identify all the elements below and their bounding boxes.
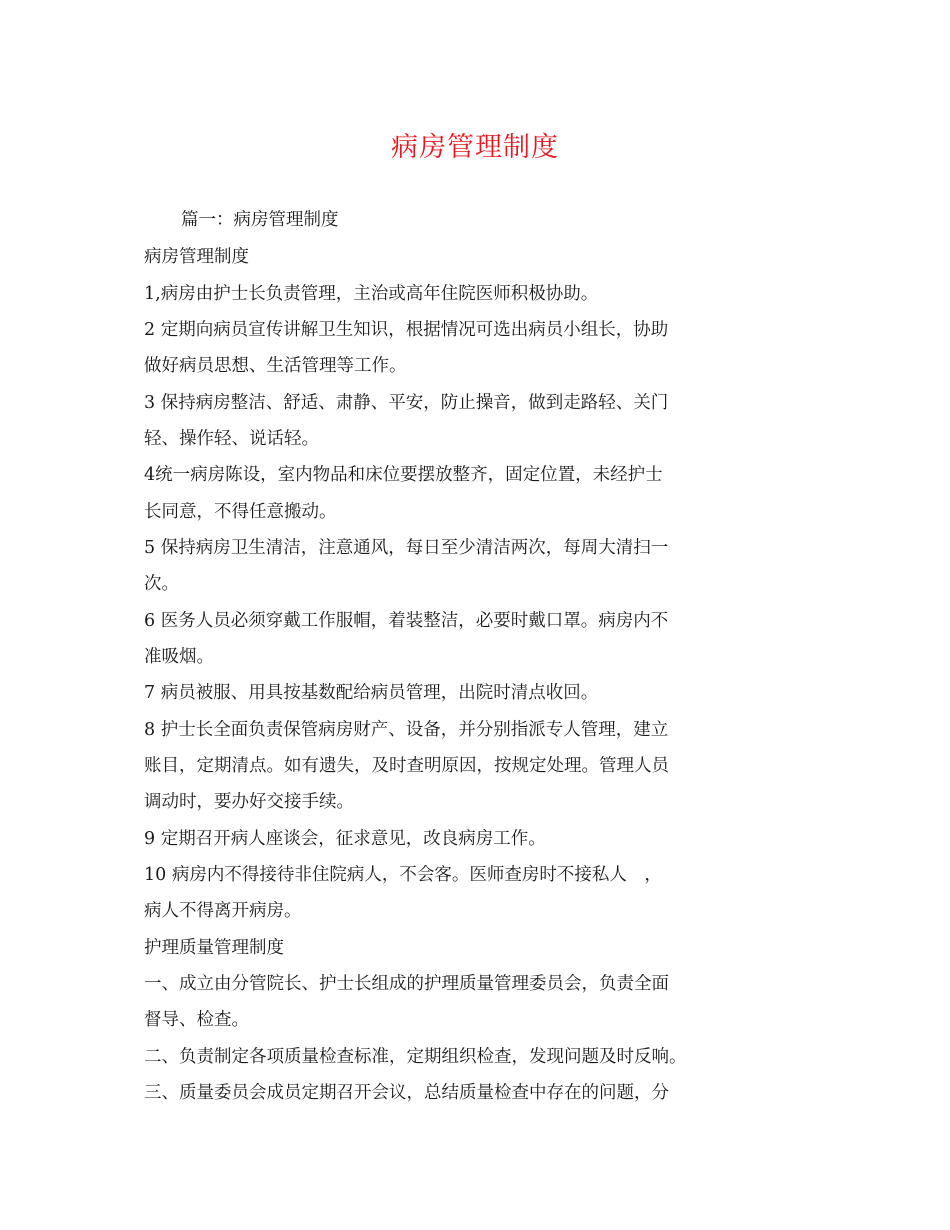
paragraph-line: 督导、检查。 — [144, 1010, 249, 1030]
paragraph-line: 病人不得离开病房。 — [144, 901, 302, 921]
paragraph-line: 长同意，不得任意搬动。 — [144, 502, 337, 522]
subsection-heading: 病房管理制度 — [144, 247, 249, 267]
section-heading: 篇一：病房管理制度 — [181, 210, 339, 230]
paragraph-line: 准吸烟。 — [144, 647, 214, 667]
subsection-heading: 护理质量管理制度 — [144, 938, 284, 958]
paragraph-line: 3 保持病房整洁、舒适、肃静、平安，防止操音，做到走路轻、关门 — [144, 393, 669, 413]
document-title: 病房管理制度 — [391, 132, 559, 163]
paragraph-line: 6 医务人员必须穿戴工作服帽，着装整洁，必要时戴口罩。病房内不 — [144, 611, 669, 631]
paragraph-line: 轻、操作轻、说话轻。 — [144, 429, 319, 449]
paragraph-line: 5 保持病房卫生清洁，注意通风，每日至少清洁两次，每周大清扫一 — [144, 538, 669, 558]
paragraph-line: 做好病员思想、生活管理等工作。 — [144, 356, 407, 376]
paragraph-line: 9 定期召开病人座谈会，征求意见，改良病房工作。 — [144, 829, 546, 849]
paragraph-line: 调动时，要办好交接手续。 — [144, 792, 354, 812]
paragraph-line: 账目，定期清点。如有遗失，及时查明原因，按规定处理。管理人员 — [144, 756, 669, 776]
paragraph-line: 7 病员被服、用具按基数配给病员管理，出院时清点收回。 — [144, 683, 599, 703]
paragraph-line: 1,病房由护士长负责管理，主治或高年住院医师积极协助。 — [144, 284, 599, 304]
paragraph-line: 10 病房内不得接待非住院病人，不会客。医师查房时不接私人 ， — [144, 865, 662, 885]
paragraph-line: 8 护士长全面负责保管病房财产、设备，并分别指派专人管理，建立 — [144, 720, 669, 740]
paragraph-line: 三、质量委员会成员定期召开会议，总结质量检查中存在的问题，分 — [144, 1083, 669, 1103]
paragraph-line: 二、负责制定各项质量检查标准，定期组织检查，发现问题及时反响。 — [144, 1047, 687, 1067]
paragraph-line: 4统一病房陈设，室内物品和床位要摆放整齐，固定位置，未经护士 — [144, 465, 663, 485]
paragraph-line: 2 定期向病员宣传讲解卫生知识，根据情况可选出病员小组长，协助 — [144, 320, 669, 340]
paragraph-line: 次。 — [144, 574, 179, 594]
paragraph-line: 一、成立由分管院长、护士长组成的护理质量管理委员会，负责全面 — [144, 974, 669, 994]
